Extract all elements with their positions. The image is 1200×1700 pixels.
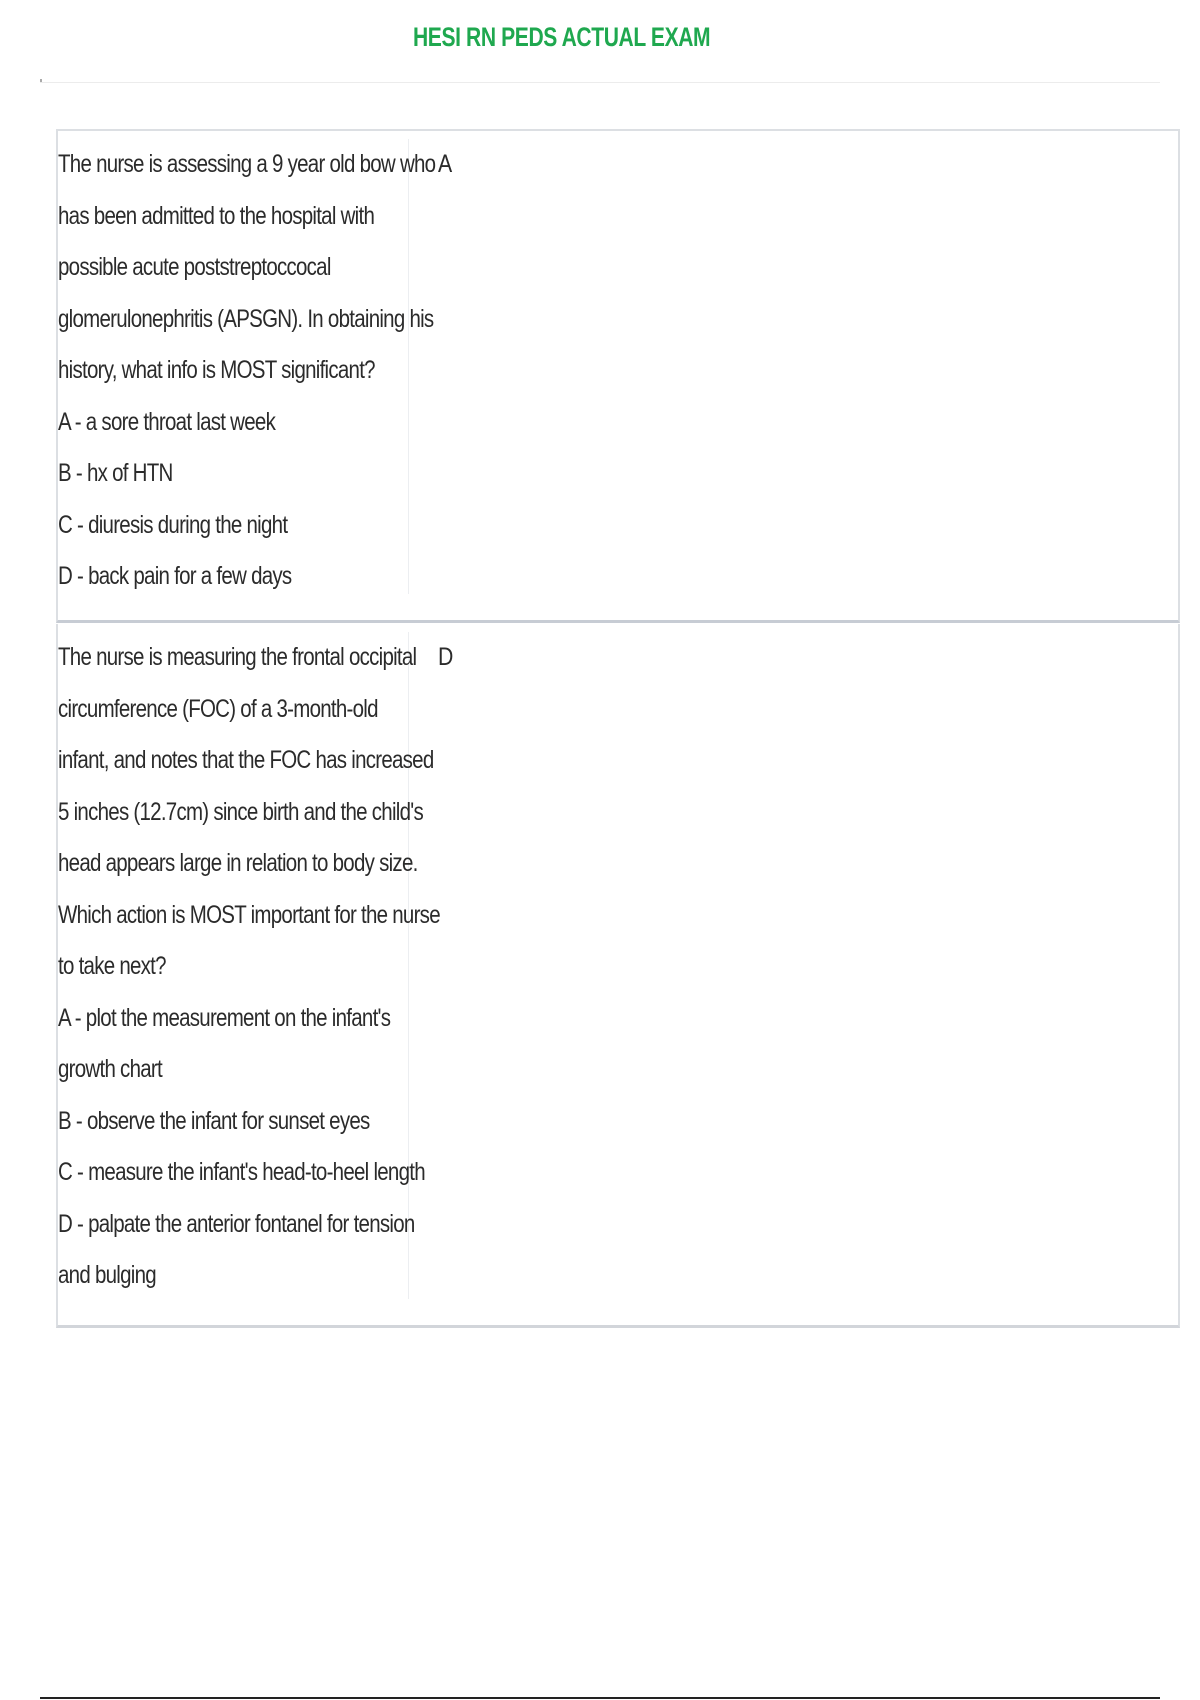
option-a: A - a sore throat last week bbox=[58, 407, 276, 436]
question-line: head appears large in relation to body size. bbox=[58, 849, 418, 877]
option-d-continued: and bulging bbox=[58, 1261, 156, 1289]
question-line: possible acute poststreptoccocal bbox=[58, 253, 331, 281]
option-c: C - diuresis during the night bbox=[58, 510, 288, 539]
header-divider bbox=[40, 82, 1160, 83]
question-text bbox=[58, 632, 440, 1302]
question-line: The nurse is assessing a 9 year old bow who bbox=[58, 150, 436, 178]
flashcard-1 bbox=[56, 129, 1180, 623]
question-column bbox=[58, 632, 440, 1299]
question-line: infant, and notes that the FOC has increased bbox=[58, 746, 434, 774]
question-line: 5 inches (12.7cm) since birth and the child's bbox=[58, 797, 423, 826]
question-line: Which action is MOST important for the nurse bbox=[58, 900, 440, 929]
footer-divider bbox=[40, 1697, 1160, 1699]
question-column bbox=[58, 139, 436, 594]
question-line: to take next? bbox=[58, 952, 166, 980]
option-c: C - measure the infant's head-to-heel length bbox=[58, 1158, 425, 1186]
question-line: The nurse is measuring the frontal occipital bbox=[58, 643, 417, 671]
option-b: B - observe the infant for sunset eyes bbox=[58, 1106, 370, 1135]
option-a-continued: growth chart bbox=[58, 1055, 162, 1083]
answer-text: D bbox=[438, 643, 454, 671]
answer-text: A bbox=[438, 150, 453, 178]
option-b: B - hx of HTN bbox=[58, 459, 173, 487]
document-title: HESI RN PEDS ACTUAL EXAM bbox=[412, 22, 711, 52]
question-text bbox=[58, 139, 436, 603]
option-d: D - palpate the anterior fontanel for tension bbox=[58, 1209, 415, 1238]
option-a: A - plot the measurement on the infant's bbox=[58, 1003, 391, 1032]
question-line: history, what info is MOST significant? bbox=[58, 356, 375, 384]
flashcard-2 bbox=[56, 624, 1180, 1328]
question-line: circumference (FOC) of a 3-month-old bbox=[58, 694, 378, 723]
question-line: glomerulonephritis (APSGN). In obtaining his bbox=[58, 304, 434, 333]
option-d: D - back pain for a few days bbox=[58, 562, 292, 590]
question-line: has been admitted to the hospital with bbox=[58, 201, 375, 230]
